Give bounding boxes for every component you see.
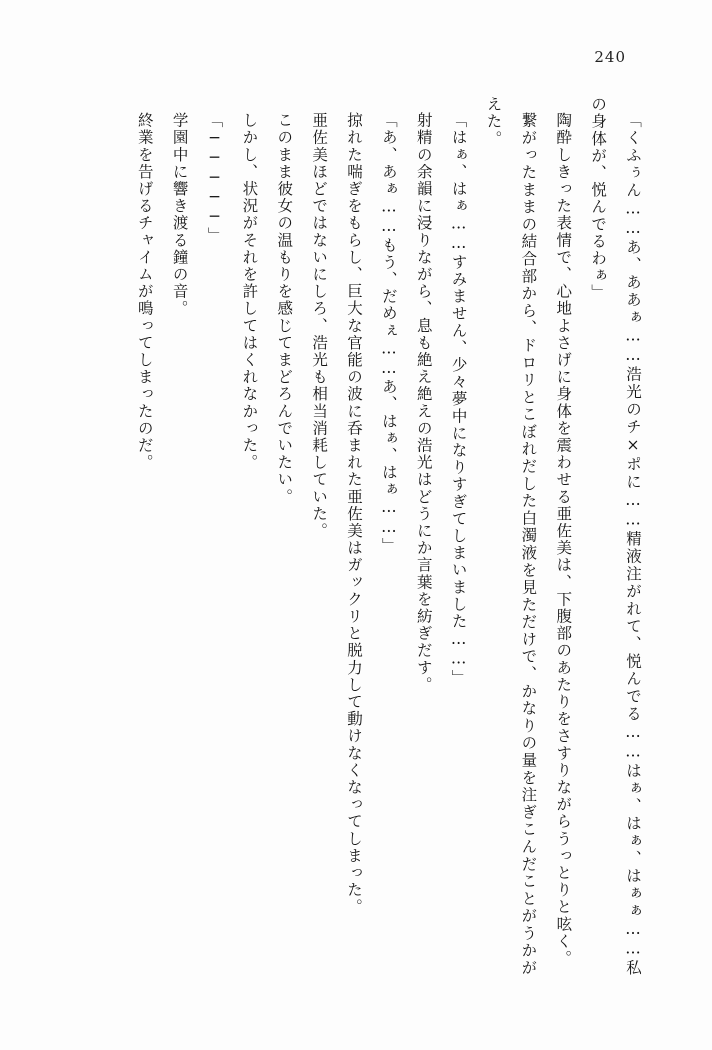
paragraph: 陶酔しきった表情で、心地よさげに身体を震わせる亜佐美は、下腹部のあたりをさすりながらうっとりと呟く。 [554,111,573,967]
paragraph: 掠れた喘ぎをもらし、巨大な官能の波に呑まれた亜佐美はガックリと脱力して動けなくなってしまった。 [345,111,363,916]
paragraph: 終業を告げるチャイムが鳴ってしまったのだ。 [135,111,154,471]
paragraph: しかし、状況がそれを許してはくれなかった。 [240,111,259,471]
paragraph: 「くふぅん……あ、ああぁ……浩光のチ×ポに……精液注がれて、悦んでる……はぁ、はぁ、はぁぁ……私の身体が、悦んでるわぁ」 [589,96,642,976]
paragraph: 射精の余韻に浸りながら、息も絶え絶えの浩光はどうにか言葉を紡ぎだす。 [414,111,433,693]
paragraph: 「─────」 [205,111,224,244]
page-number: 240 [594,48,626,66]
paragraph: このまま彼女の温もりを感じてまどろんでいたい。 [275,111,294,505]
paragraph: 繋がったままの結合部から、ドロリとこぼれだした白濁液を見ただけで、かなりの量を注ぎこんだことがうかがえた。 [484,96,538,976]
paragraph: 「あ、あぁ……もう、だめぇ……あ、はぁ、はぁ……」 [379,111,398,554]
paragraph: 亜佐美ほどではないにしろ、浩光も相当消耗していた。 [310,111,329,539]
page-body-text [62,96,650,976]
paragraph: 学園中に響き渡る鐘の音。 [170,111,189,317]
paragraph: 「はぁ、はぁ……すみません、少々夢中になりすぎてしまいました……」 [449,111,468,686]
